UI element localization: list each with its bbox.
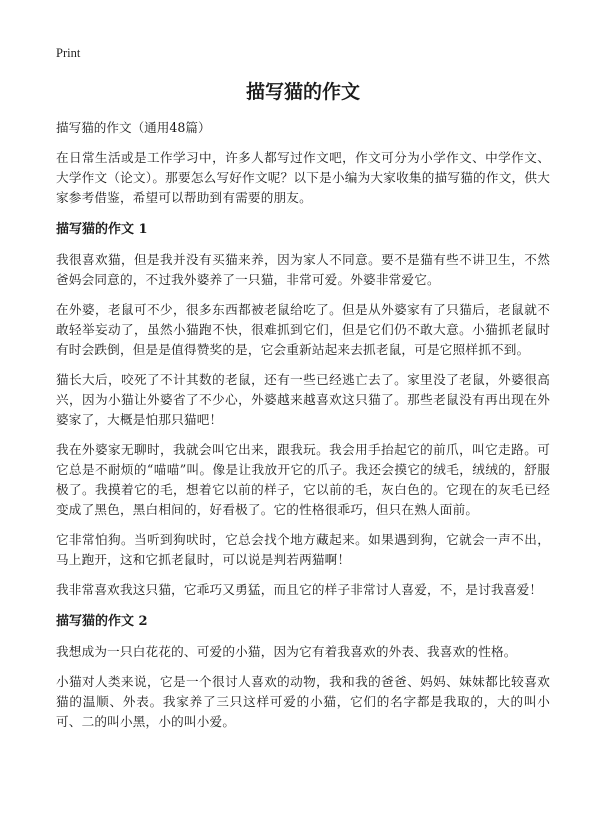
section-1-paragraph: 它非常怕狗。当听到狗吠时，它总会找个地方藏起来。如果遇到狗，它就会一声不出，马上跑开，这和它抓老鼠时，可以说是判若两猫啊！ [56, 532, 550, 567]
section-1-paragraph: 我在外婆家无聊时，我就会叫它出来，跟我玩。我会用手抬起它的前爪，叫它走路。可它总是不耐烦的“喵喵”叫。像是让我放开它的爪子。我还会摸它的绒毛，绒绒的，舒服极了。我摸着它的毛，想着它以前的样子，它以前的毛，灰白色的。它现在的灰毛已经变成了黑色，黑白相间的，好看极了。它的性格很乖巧，但只在熟人面前。 [56, 442, 550, 517]
intro-paragraph: 在日常生活或是工作学习中，许多人都写过作文吧，作文可分为小学作文、中学作文、大学作文（论文）。那要怎么写好作文呢？以下是小编为大家收集的描写猫的作文，供大家参考借鉴，希望可以帮助到有需要的朋友。 [56, 150, 550, 205]
section-2-paragraph: 小猫对人类来说，它是一个很讨人喜欢的动物，我和我的爸爸、妈妈、妹妹都比较喜欢猫的温顺、外表。我家养了三只这样可爱的小猫，它们的名字都是我取的，大的叫小可、二的叫小黑，小的叫小爱。 [56, 674, 550, 729]
document-subtitle: 描写猫的作文（通用48篇） [56, 120, 211, 135]
page-title: 描写猫的作文 [245, 81, 360, 103]
section-1-paragraph: 猫长大后，咬死了不计其数的老鼠，还有一些已经逃亡去了。家里没了老鼠，外婆很高兴，因为小猫让外婆省了不少心，外婆越来越喜欢这只猫了。那些老鼠没有再出现在外婆家了，大概是怕那只猫吧！ [56, 372, 550, 427]
section-2-paragraph: 我想成为一只白花花的、可爱的小猫，因为它有着我喜欢的外表、我喜欢的性格。 [56, 644, 517, 659]
section-1-paragraph: 我很喜欢猫，但是我并没有买猫来养，因为家人不同意。要不是猫有些不讲卫生，不然爸妈会同意的，不过我外婆养了一只猫，非常可爱。外婆非常爱它。 [56, 252, 550, 287]
print-link[interactable]: Print [56, 46, 81, 60]
section-1-paragraph: 我非常喜欢我这只猫，它乖巧又勇猛，而且它的样子非常讨人喜爱，不，是讨我喜爱！ [56, 582, 543, 597]
section-heading-1: 描写猫的作文 1 [56, 222, 148, 237]
section-1-paragraph: 在外婆，老鼠可不少，很多东西都被老鼠给吃了。但是从外婆家有了只猫后，老鼠就不敢轻举妄动了，虽然小猫跑不快，很难抓到它们，但是它们仍不敢大意。小猫抓老鼠时有时会跌倒，但是是值得赞奖的是，它会重新站起来去抓老鼠，可是它照样抓不到。 [56, 302, 550, 357]
document-page [56, 44, 550, 732]
section-heading-2: 描写猫的作文 2 [56, 614, 148, 629]
